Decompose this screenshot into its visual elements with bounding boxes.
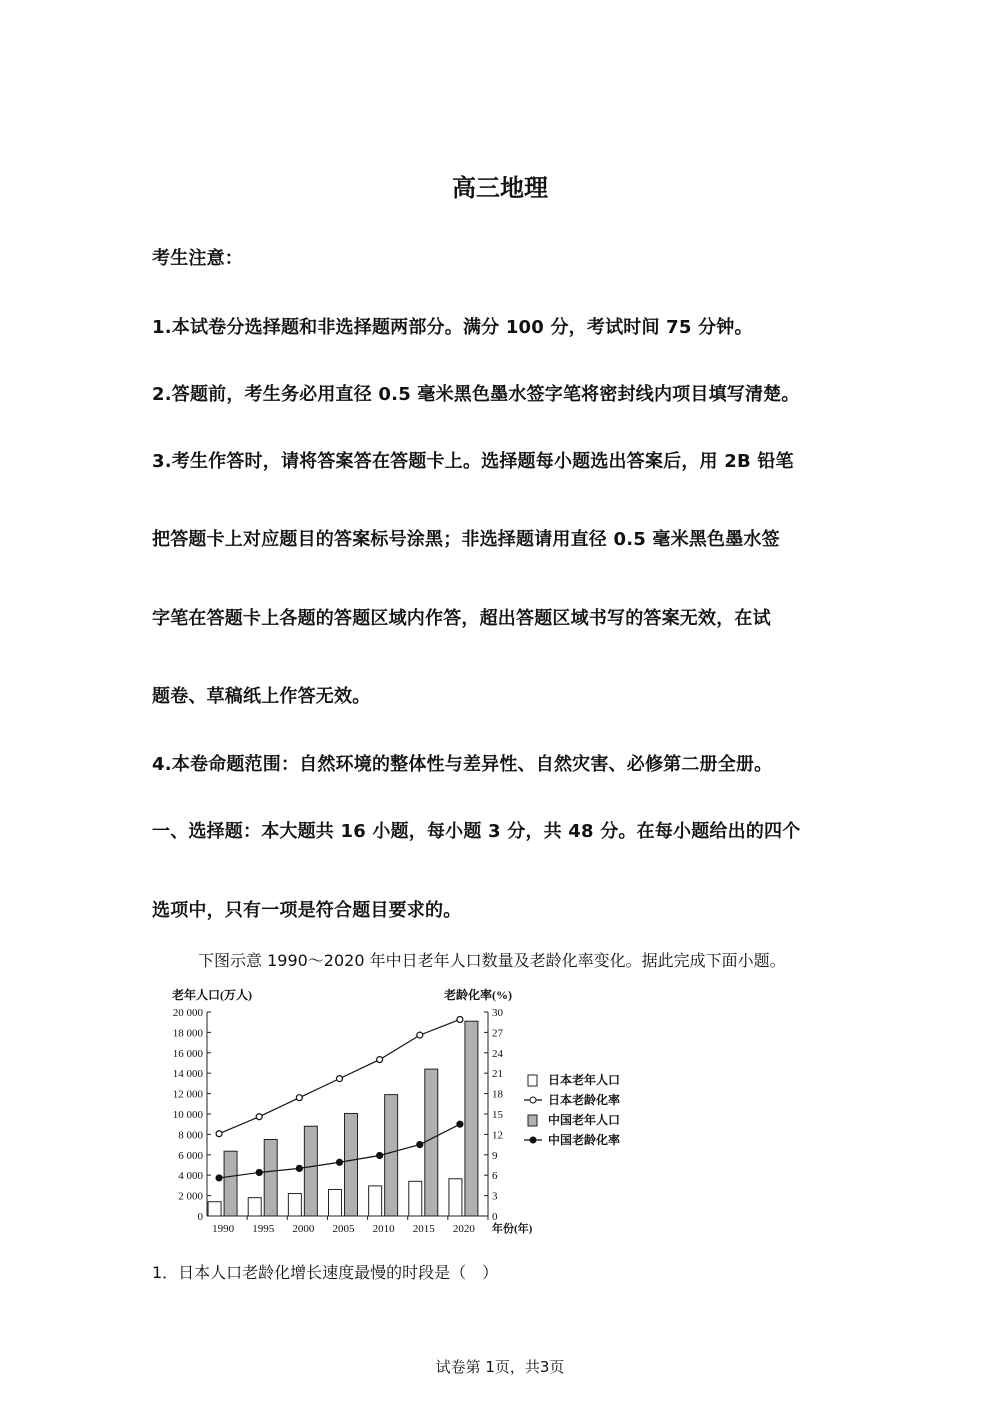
bar-china-elderly bbox=[304, 1126, 317, 1216]
china-aging-rate-line bbox=[219, 1124, 460, 1178]
right-axis-title: 老龄化率(%) bbox=[444, 988, 512, 1002]
left-axis-tick-label: 20 000 bbox=[172, 1007, 203, 1019]
china-aging-rate-point bbox=[457, 1121, 463, 1127]
x-axis-tick-label: 2000 bbox=[292, 1223, 315, 1235]
bar-japan-elderly bbox=[409, 1181, 422, 1216]
left-axis-tick-label: 4 000 bbox=[178, 1170, 203, 1183]
x-axis-unit-label: 年份(年) bbox=[492, 1223, 533, 1235]
notice-item-3-line-1: 3.考生作答时，请将答案答在答题卡上。选择题每小题选出答案后，用 2B 铅笔 bbox=[152, 451, 794, 472]
notice-heading: 考生注意： bbox=[152, 248, 243, 269]
japan-aging-rate-point bbox=[296, 1095, 302, 1101]
right-axis-tick-label: 18 bbox=[492, 1088, 503, 1101]
notice-item-3-line-4: 题卷、草稿纸上作答无效。 bbox=[152, 686, 371, 707]
notice-item-3-line-2: 把答题卡上对应题目的答案标号涂黑；非选择题请用直径 0.5 毫米黑色墨水签 bbox=[152, 529, 780, 550]
japan-aging-rate-point bbox=[337, 1076, 343, 1082]
question-1: 1．日本人口老龄化增长速度最慢的时段是（ ） bbox=[152, 1263, 499, 1282]
right-axis-tick-label: 6 bbox=[492, 1170, 498, 1183]
right-axis-tick-label: 3 bbox=[492, 1190, 498, 1203]
right-axis-tick-label: 9 bbox=[492, 1149, 498, 1162]
left-axis-tick-label: 6 000 bbox=[178, 1149, 203, 1162]
japan-aging-rate-point bbox=[457, 1016, 463, 1022]
left-axis-title: 老年人口(万人) bbox=[172, 988, 252, 1002]
chart-intro-text: 下图示意 1990～2020 年中日老年人口数量及老龄化率变化。据此完成下面小题。 bbox=[198, 951, 786, 970]
bar-china-elderly bbox=[425, 1069, 438, 1216]
section-heading-line-2: 选项中，只有一项是符合题目要求的。 bbox=[152, 900, 462, 921]
right-axis-tick-label: 15 bbox=[492, 1109, 503, 1121]
x-axis-tick-label: 2015 bbox=[412, 1223, 435, 1235]
bar-china-elderly bbox=[345, 1113, 358, 1216]
notice-item-2: 2.答题前，考生务必用直径 0.5 毫米黑色墨水签字笔将密封线内项目填写清楚。 bbox=[152, 384, 800, 405]
right-axis-tick-label: 27 bbox=[492, 1027, 503, 1040]
china-aging-rate-point bbox=[296, 1165, 302, 1171]
bar-japan-elderly bbox=[248, 1198, 261, 1216]
japan-aging-rate-point bbox=[256, 1114, 262, 1120]
china-aging-rate-point bbox=[216, 1175, 222, 1181]
left-axis-tick-label: 12 000 bbox=[172, 1088, 203, 1101]
x-axis-tick-label: 2005 bbox=[332, 1223, 355, 1235]
bar-china-elderly bbox=[465, 1021, 478, 1216]
right-axis-tick-label: 30 bbox=[492, 1007, 503, 1019]
bar-china-elderly bbox=[385, 1095, 398, 1216]
left-axis-tick-label: 16 000 bbox=[172, 1047, 203, 1060]
right-axis-tick-label: 0 bbox=[492, 1211, 498, 1223]
bar-japan-elderly bbox=[369, 1186, 382, 1216]
notice-item-3-line-3: 字笔在答题卡上各题的答题区域内作答，超出答题区域书写的答案无效，在试 bbox=[152, 608, 771, 629]
left-axis-tick-label: 14 000 bbox=[172, 1068, 203, 1081]
left-axis-tick-label: 2 000 bbox=[178, 1190, 203, 1203]
page-title: 高三地理 bbox=[452, 174, 548, 202]
legend-label: 日本老年人口 bbox=[548, 1073, 621, 1087]
left-axis-tick-label: 18 000 bbox=[172, 1027, 203, 1040]
bar-japan-elderly bbox=[449, 1179, 462, 1216]
bar-japan-elderly bbox=[208, 1202, 221, 1216]
bar-japan-elderly bbox=[288, 1194, 301, 1216]
population-aging-chart bbox=[160, 982, 630, 1244]
japan-aging-rate-point bbox=[216, 1131, 222, 1137]
china-aging-rate-point bbox=[417, 1142, 423, 1148]
right-axis-tick-label: 12 bbox=[492, 1129, 503, 1142]
x-axis-tick-label: 2010 bbox=[372, 1223, 395, 1235]
legend-label: 中国老龄化率 bbox=[548, 1133, 621, 1147]
legend-label: 日本老龄化率 bbox=[548, 1093, 621, 1107]
china-aging-rate-point bbox=[256, 1169, 262, 1175]
notice-item-4: 4.本卷命题范围：自然环境的整体性与差异性、自然灾害、必修第二册全册。 bbox=[152, 754, 773, 775]
section-heading-line-1: 一、选择题：本大题共 16 小题，每小题 3 分，共 48 分。在每小题给出的四个 bbox=[152, 821, 801, 842]
legend-label: 中国老年人口 bbox=[548, 1113, 621, 1127]
bar-japan-elderly bbox=[329, 1189, 342, 1216]
left-axis-tick-label: 10 000 bbox=[172, 1109, 203, 1121]
legend-marker-swatch bbox=[530, 1097, 536, 1103]
left-axis-tick-label: 0 bbox=[197, 1211, 203, 1223]
right-axis-tick-label: 21 bbox=[492, 1068, 503, 1081]
page-footer: 试卷第 1页，共3页 bbox=[435, 1358, 565, 1376]
bar-china-elderly bbox=[264, 1140, 277, 1217]
right-axis-tick-label: 24 bbox=[492, 1047, 503, 1060]
china-aging-rate-point bbox=[337, 1159, 343, 1165]
legend-bar-swatch bbox=[528, 1115, 537, 1126]
japan-aging-rate-point bbox=[417, 1032, 423, 1038]
left-axis-tick-label: 8 000 bbox=[178, 1129, 203, 1142]
x-axis-tick-label: 1990 bbox=[212, 1223, 235, 1235]
x-axis-tick-label: 2020 bbox=[452, 1223, 475, 1235]
x-axis-tick-label: 1995 bbox=[252, 1223, 275, 1235]
japan-aging-rate-point bbox=[377, 1057, 383, 1063]
bar-china-elderly bbox=[224, 1151, 237, 1216]
legend-marker-swatch bbox=[530, 1137, 536, 1143]
china-aging-rate-point bbox=[377, 1152, 383, 1158]
notice-item-1: 1.本试卷分选择题和非选择题两部分。满分 100 分，考试时间 75 分钟。 bbox=[152, 317, 753, 338]
legend-bar-swatch bbox=[528, 1075, 537, 1086]
